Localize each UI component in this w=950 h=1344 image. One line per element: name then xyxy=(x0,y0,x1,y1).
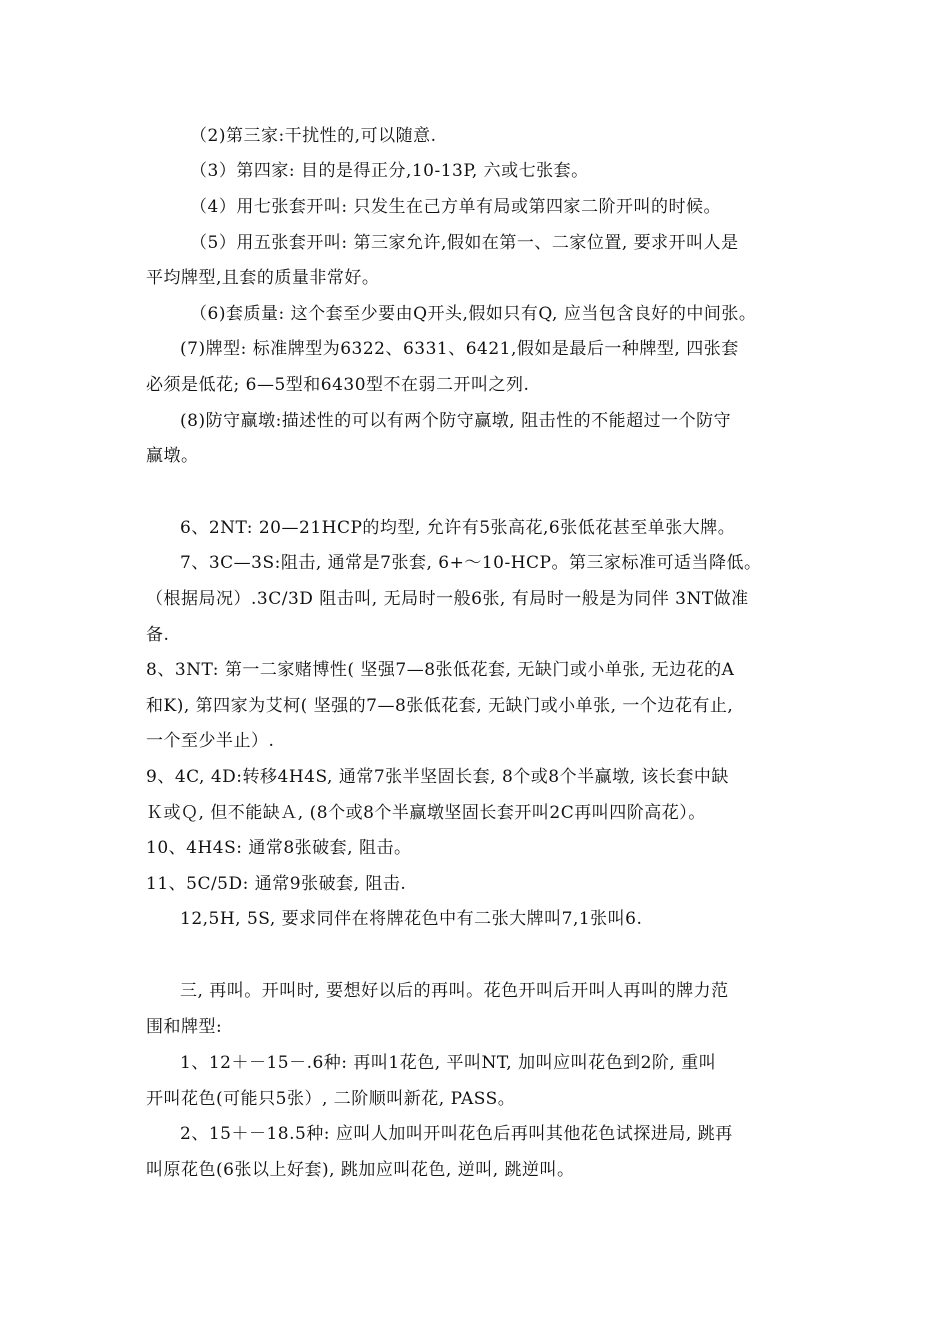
text-line: 平均牌型,且套的质量非常好。 xyxy=(146,268,380,288)
text-line: （根据局况）.3C/3D 阻击叫, 无局时一般6张, 有局时一般是为同伴 3NT做准 xyxy=(146,589,749,609)
text-line: （5）用五张套开叫: 第三家允许,假如在第一、二家位置, 要求开叫人是 xyxy=(190,233,739,253)
text-line: (7)牌型: 标准牌型为6322、6331、6421,假如是最后一种牌型, 四张套 xyxy=(180,339,739,359)
text-line: (8)防守赢墩:描述性的可以有两个防守赢墩, 阻击性的不能超过一个防守 xyxy=(180,411,732,431)
text-line: 一个至少半止）. xyxy=(146,731,275,751)
text-line: 12,5H, 5S, 要求同伴在将牌花色中有二张大牌叫7,1张叫6. xyxy=(180,909,643,929)
text-line: 11、5C/5D: 通常9张破套, 阻击. xyxy=(146,874,407,894)
text-line: 三, 再叫。开叫时, 要想好以后的再叫。花色开叫后开叫人再叫的牌力范 xyxy=(180,981,729,1001)
text-line: 10、4H4S: 通常8张破套, 阻击。 xyxy=(146,838,412,858)
text-line: 备. xyxy=(146,625,170,645)
text-line: 8、3NT: 第一二家赌博性( 坚强7—8张低花套, 无缺门或小单张, 无边花的A xyxy=(146,660,735,680)
text-line: 6、2NT: 20—21HCP的均型, 允许有5张高花,6张低花甚至单张大牌。 xyxy=(180,518,736,538)
text-line: 叫原花色(6张以上好套), 跳加应叫花色, 逆叫, 跳逆叫。 xyxy=(146,1160,575,1180)
text-line: 和K), 第四家为艾柯( 坚强的7—8张低花套, 无缺门或小单张, 一个边花有止, xyxy=(146,696,734,716)
text-line: （6)套质量: 这个套至少要由Q开头,假如只有Q, 应当包含良好的中间张。 xyxy=(190,304,757,324)
text-line: （4）用七张套开叫: 只发生在己方单有局或第四家二阶开叫的时候。 xyxy=(190,197,721,217)
text-line: 围和牌型: xyxy=(146,1017,223,1037)
text-line: 开叫花色(可能只5张）, 二阶顺叫新花, PASS。 xyxy=(146,1089,516,1109)
text-line: （3）第四家: 目的是得正分,10-13P, 六或七张套。 xyxy=(190,161,589,181)
text-line: （2)第三家:干扰性的,可以随意. xyxy=(190,126,437,146)
text-line: Ｋ或Ｑ, 但不能缺Ａ, (8个或8个半赢墩坚固长套开叫2C再叫四阶高花）。 xyxy=(146,803,706,823)
text-line: 7、3C—3S:阻击, 通常是7张套, 6+～10-HCP。第三家标准可适当降低。 xyxy=(180,553,762,573)
text-line: 必须是低花; 6—5型和6430型不在弱二开叫之列. xyxy=(146,375,530,395)
text-line: 2、15＋－18.5种: 应叫人加叫开叫花色后再叫其他花色试探进局, 跳再 xyxy=(180,1124,733,1144)
text-line: 赢墩。 xyxy=(146,446,199,466)
text-line: 9、4C, 4D:转移4H4S, 通常7张半坚固长套, 8个或8个半赢墩, 该长套中缺 xyxy=(146,767,729,787)
text-line: 1、12＋－15－.6种: 再叫1花色, 平叫NT, 加叫应叫花色到2阶, 重叫 xyxy=(180,1053,717,1073)
